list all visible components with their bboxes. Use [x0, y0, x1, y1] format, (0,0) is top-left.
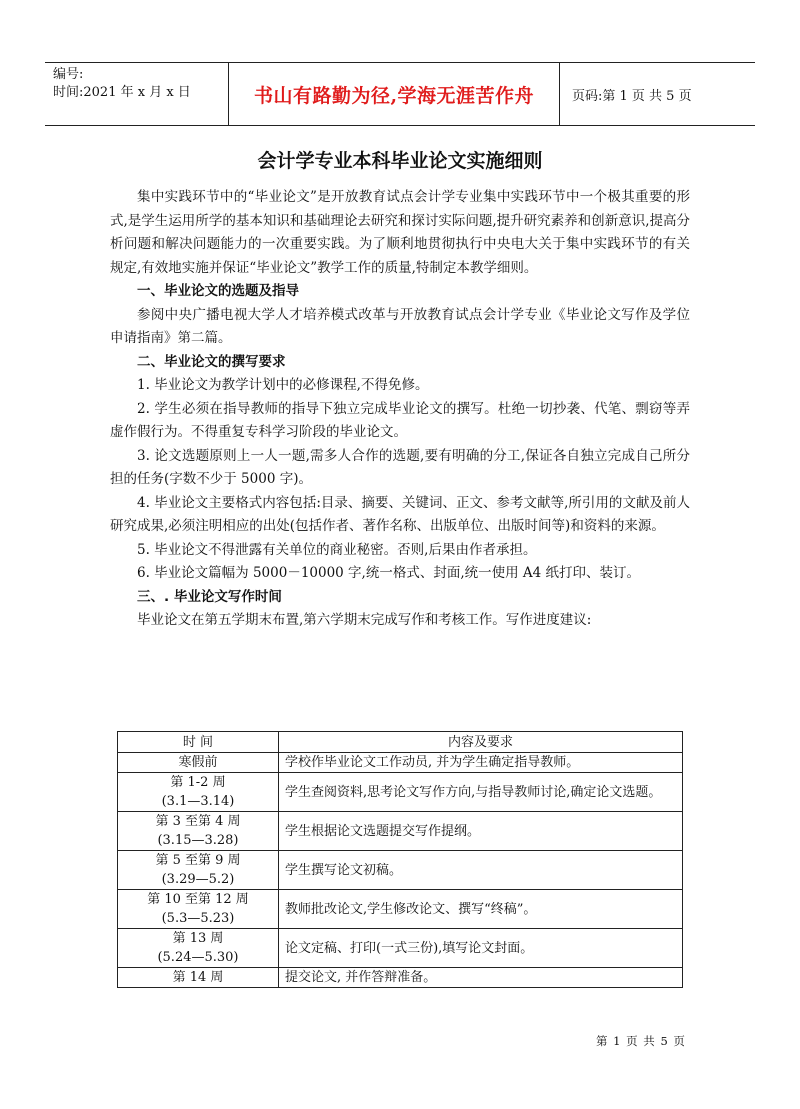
- date-range: (3.29—5.2): [161, 872, 235, 887]
- page-title: 会计学专业本科毕业论文实施细则: [257, 150, 543, 172]
- table-header-row: [118, 732, 683, 753]
- header-meta: [45, 63, 228, 125]
- table-row: [118, 753, 683, 773]
- requirement-item-6: 6. 毕业论文篇幅为 5000－10000 字,统一格式、封面,统一使用 A4 纸打印、装订。: [137, 565, 641, 581]
- table-row: [118, 851, 683, 890]
- doc-date-label: 时间:2021 年 x 月 x 日: [53, 85, 191, 100]
- time-period: 第 13 周: [172, 931, 224, 946]
- page-footer: 第 1 页 共 5 页: [596, 1034, 686, 1048]
- requirement-item-5: 5. 毕业论文不得泄露有关单位的商业秘密。否则,后果由作者承担。: [137, 541, 537, 558]
- requirement-item-2: 2. 学生必须在指导教师的指导下独立完成毕业论文的撰写。杜绝一切抄袭、代笔、剽窃等弄虚作假行为。不得重复专科学习阶段的毕业论文。: [110, 400, 690, 440]
- table-row: [118, 929, 683, 968]
- table-row: [118, 773, 683, 812]
- content-cell: 学校作毕业论文工作动员, 并为学生确定指导教师。: [279, 753, 683, 773]
- content-cell: 提交论文, 并作答辩准备。: [279, 968, 683, 988]
- time-cell: [118, 851, 279, 890]
- time-period: 第 3 至第 4 周: [155, 814, 241, 829]
- column-header-time: 时 间: [118, 732, 279, 753]
- time-period: 第 1-2 周: [170, 775, 226, 790]
- table-row: [118, 812, 683, 851]
- date-range: (3.1—3.14): [161, 794, 235, 809]
- section-heading-3: 三、. 毕业论文写作时间: [137, 588, 282, 605]
- requirement-item-1: 1. 毕业论文为教学计划中的必修课程,不得免修。: [137, 377, 429, 393]
- date-range: (3.15—3.28): [157, 833, 239, 848]
- date-range: (5.3—5.23): [161, 911, 235, 926]
- content-cell: 学生查阅资料,思考论文写作方向,与指导教师讨论,确定论文选题。: [279, 773, 683, 812]
- table-row: [118, 890, 683, 929]
- content-cell: 论文定稿、打印(一式三份),填写论文封面。: [279, 929, 683, 968]
- time-cell: [118, 929, 279, 968]
- time-cell: [118, 812, 279, 851]
- time-period: 第 14 周: [172, 970, 224, 985]
- document-body: [110, 186, 690, 633]
- schedule-table: [117, 731, 683, 988]
- content-cell: 教师批改论文,学生修改论文、撰写“终稿”。: [279, 890, 683, 929]
- column-header-content: 内容及要求: [279, 732, 683, 753]
- header-page-info: 页码:第 1 页 共 5 页: [572, 88, 692, 104]
- time-period: 第 10 至第 12 周: [147, 892, 249, 907]
- time-cell: [118, 890, 279, 929]
- section-heading-2: 二、毕业论文的撰写要求: [137, 353, 286, 370]
- time-cell: [118, 968, 279, 988]
- requirement-item-3: 3. 论文选题原则上一人一题,需多人合作的选题,要有明确的分工,保证各自独立完成自己所分担的任务(字数不少于 5000 字)。: [110, 447, 690, 487]
- time-cell: [118, 753, 279, 773]
- header-motto: 书山有路勤为径,学海无涯苦作舟: [228, 63, 560, 125]
- time-period: 第 5 至第 9 周: [155, 853, 241, 868]
- requirement-item-4: 4. 毕业论文主要格式内容包括:目录、摘要、关键词、正文、参考文献等,所引用的文献及前人研究成果,必须注明相应的出处(包括作者、著作名称、出版单位、出版时间等)和资料的来源。: [110, 494, 690, 534]
- content-cell: 学生撰写论文初稿。: [279, 851, 683, 890]
- time-cell: [118, 773, 279, 812]
- content-cell: 学生根据论文选题提交写作提纲。: [279, 812, 683, 851]
- intro-paragraph: 集中实践环节中的“毕业论文”是开放教育试点会计学专业集中实践环节中一个极其重要的形式,是学生运用所学的基本知识和基础理论去研究和探讨实际问题,提升研究素养和创新意识,提高分析问题和解决问题能力的一次重要实践。为了顺利地贯彻执行中央电大关于集中实践环节的有关规定,有效地实施并保证“毕业论文”教学工作的质量,特制定本教学细则。: [110, 189, 690, 276]
- table-row: [118, 968, 683, 988]
- date-range: (5.24—5.30): [157, 950, 239, 965]
- doc-number-label: 编号:: [53, 67, 84, 82]
- header-bar: [45, 62, 755, 126]
- section-1-paragraph: 参阅中央广播电视大学人才培养模式改革与开放教育试点会计学专业《毕业论文写作及学位申请指南》第二篇。: [110, 306, 690, 346]
- section-3-paragraph: 毕业论文在第五学期末布置,第六学期末完成写作和考核工作。写作进度建议:: [137, 612, 592, 628]
- section-heading-1: 一、毕业论文的选题及指导: [137, 283, 299, 299]
- time-period: 寒假前: [178, 755, 218, 770]
